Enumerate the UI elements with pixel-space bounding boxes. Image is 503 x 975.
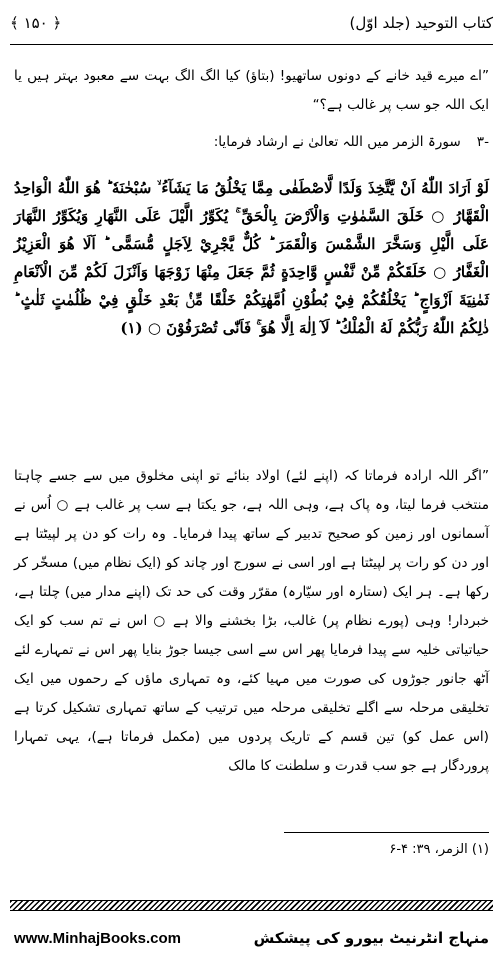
quran-verse: لَوْ اَرَادَ اللّٰهُ اَنْ يَّتَّخِذَ وَلَدًا لَّاصْطَفٰى مِمَّا يَخْلُقُ مَا يَشَآءُ ۙ سُبْحٰنَهٗ ؕ هُوَ اللّٰهُ الْوَاحِدُ الْقَهَّارُ ○ خَلَقَ السَّمٰوٰتِ وَالْاَرْضَ بِالْحَقِّ ۚ يُكَوِّرُ الَّيْلَ عَلَى النَّهَارِ وَيُكَوِّرُ النَّهَارَ عَلَى الَّيْلِ وَسَخَّرَ الشَّمْسَ وَالْقَمَرَ ؕ كُلٌّ يَّجْرِيْ لِاَجَلٍ مُّسَمًّى ؕ اَلَا هُوَ الْعَزِيْزُ الْغَفَّارُ ○ خَلَقَكُمْ مِّنْ نَّفْسٍ وَّاحِدَةٍ ثُمَّ جَعَلَ مِنْهَا زَوْجَهَا وَاَنْزَلَ لَكُمْ مِّنَ الْاَنْعَامِ ثَمٰنِيَةَ اَزْوَاجٍ ؕ يَخْلُقُكُمْ فِيْ بُطُوْنِ اُمَّهٰتِكُمْ خَلْقًا مِّنْۢ بَعْدِ خَلْقٍ فِيْ ظُلُمٰتٍ ثَلٰثٍ ؕ ذٰلِكُمُ اللّٰهُ رَبُّكُمْ لَهُ الْمُلْكُ ؕ لَآ اِلٰهَ اِلَّا هُوَ ۚ فَاَنّٰى تُصْرَفُوْنَ ○ (۱) bbox=[14, 179, 489, 337]
footnote: (۱) الزمر، ۳۹: ۴-۶ bbox=[389, 842, 489, 857]
header-divider bbox=[10, 44, 493, 45]
website-link[interactable]: www.MinhajBooks.com bbox=[14, 929, 181, 947]
book-title: کتاب التوحید (جلد اوّل) bbox=[349, 14, 493, 32]
section-heading-text: سورۃ الزمر میں اللہ تعالیٰ نے ارشاد فرمایا: bbox=[213, 134, 461, 150]
intro-paragraph: ”اے میرے قید خانے کے دونوں ساتھیو! (بتاؤ) کیا الگ الگ بہت سے معبود بہتر ہیں یا ایک اللہ جو سب پر غالب ہے؟“ bbox=[14, 68, 489, 113]
section-number: -۳ bbox=[476, 134, 489, 150]
decorative-band bbox=[10, 900, 493, 911]
section-heading bbox=[14, 134, 489, 150]
page-footer bbox=[14, 918, 489, 958]
translation-paragraph: ”اگر اللہ ارادہ فرماتا کہ (اپنے لئے) اولاد بنائے تو اپنی مخلوق میں سے جسے چاہتا منتخب فرما لیتا، وہ پاک ہے، وہی اللہ ہے، جو یکتا ہے سب پر غالب ہے ○ اُس نے آسمانوں اور زمین کو صحیح تدبیر کے ساتھ پیدا فرمایا۔ وہ رات کو دن پر لپیٹتا ہے اور دن کو رات پر لپیٹتا ہے اور اسی نے سورج اور چاند کو (ایک نظام میں) مسخّر کر رکھا ہے۔ ہر ایک (ستارہ اور سیّارہ) مقرّر وقت کی حد تک (اپنے مدار میں) چلتا ہے، خبردار! وہی (پورے نظام پر) غالب، بڑا بخشنے والا ہے ○ اس نے تم سب کو ایک حیاتیاتی خلیہ سے پیدا فرمایا پھر اس سے اسی جیسا جوڑ بنایا پھر اس نے تمہارے لئے آٹھ جانور جوڑوں کی صورت میں مہیا کئے، وہ تمہاری ماؤں کے رحموں میں ایک تخلیقی مرحلہ سے اگلے تخلیقی مرحلہ میں ترتیب کے ساتھ تمہاری تشکیل کرتا ہے (اس عمل کو) تین قسم کے تاریک پردوں میں (مکمل فرماتا ہے)، یہی تمہارا پروردگار ہے جو سب قدرت و سلطنت کا مالک bbox=[14, 468, 489, 774]
presented-by: منہاج انٹرنیٹ بیورو کی پیشکش bbox=[253, 929, 489, 947]
page-header bbox=[10, 6, 493, 40]
footnote-divider bbox=[284, 832, 489, 833]
page-number: ﴿ ۱۵۰ ﴾ bbox=[10, 14, 62, 32]
